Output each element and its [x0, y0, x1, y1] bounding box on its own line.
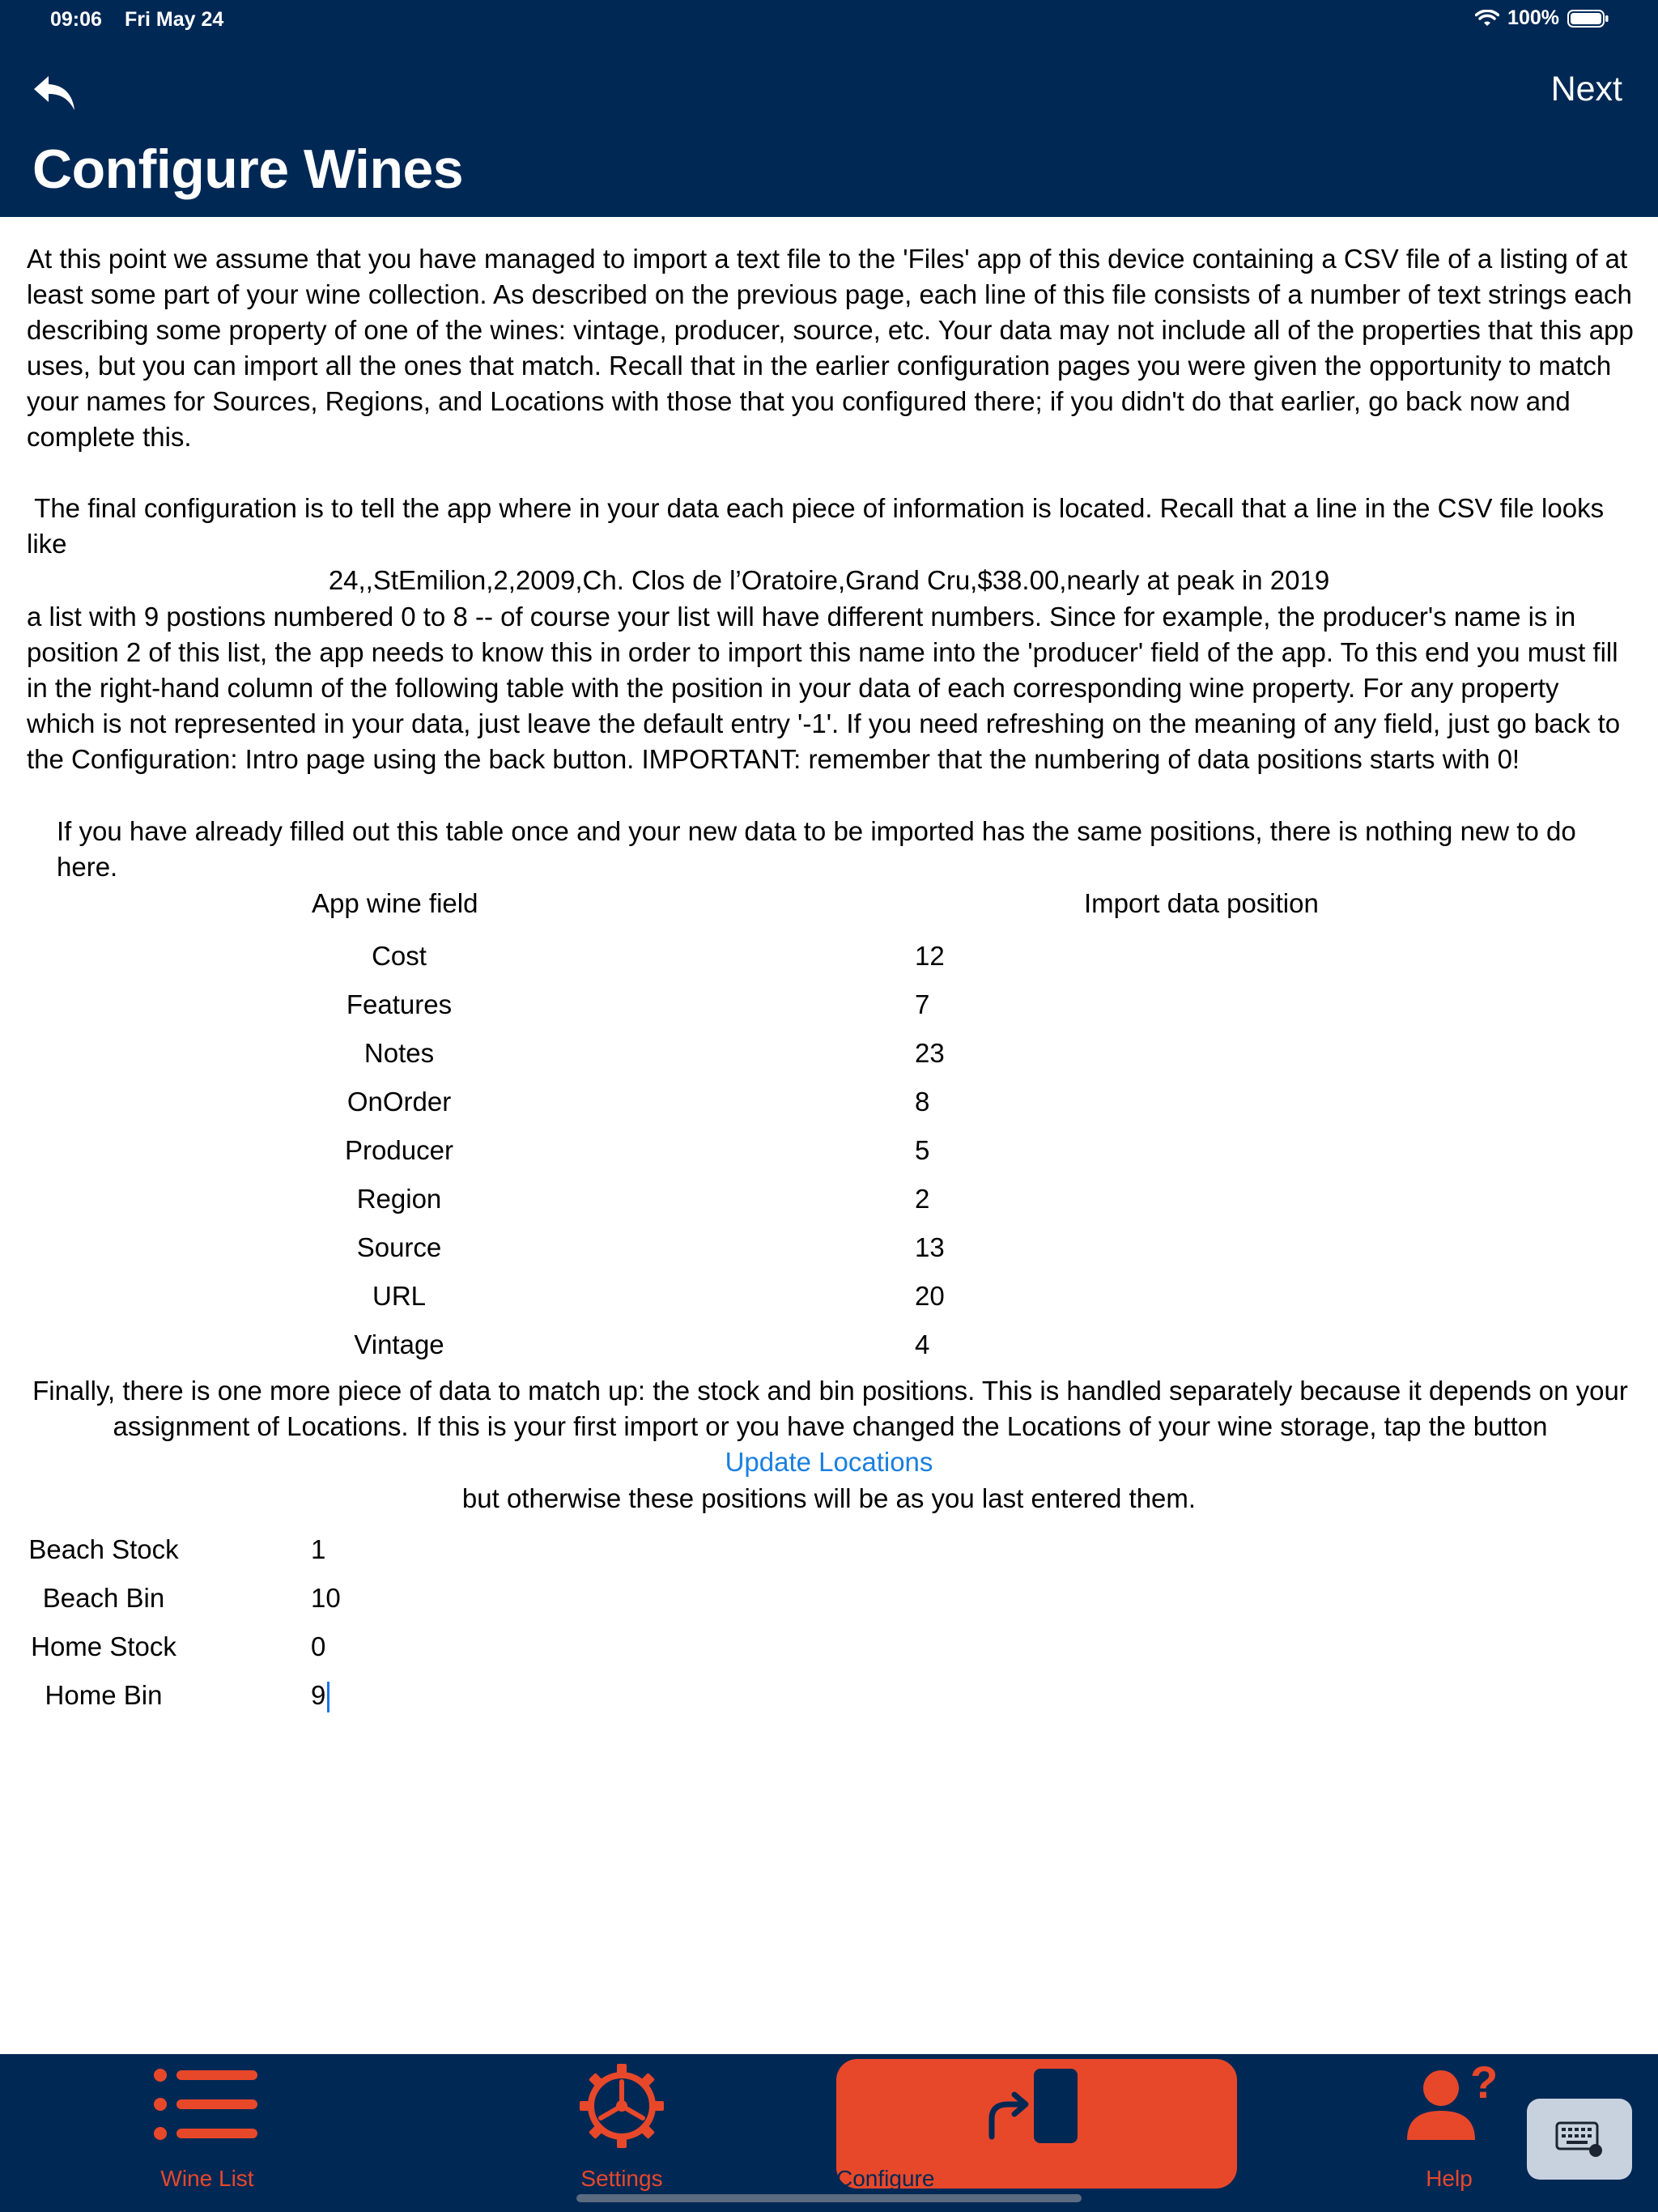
position-input-source[interactable]: 13 [915, 1232, 945, 1262]
intro-paragraph-2: The final configuration is to tell the app where in your data each piece of information is located. Recall that a line in the CSV file looks like [27, 493, 1612, 559]
help-icon [1401, 2061, 1514, 2145]
tab-label-help: Help [1426, 2166, 1473, 2191]
position-input-producer[interactable]: 5 [915, 1135, 930, 1165]
locations-paragraph: Finally, there is one more piece of data to match up: the stock and bin positions. This is handled separately because it depends on your assignment of Locations. If this is your first import or you have changed the Locations of your wine storage, tap the button [32, 1376, 1628, 1441]
field-label-source: Source [356, 1232, 442, 1262]
home-indicator [576, 2194, 1082, 2202]
page-title: Configure Wines [32, 138, 464, 200]
navigation-bar [0, 0, 1658, 217]
battery-icon [1567, 9, 1609, 28]
location-label-home-bin: Home Bin [45, 1680, 163, 1710]
tab-bar [0, 2054, 1658, 2212]
intro-paragraph-4: If you have already filled out this table once and your new data to be imported has the same positions, there is nothing new to do here. [57, 816, 1576, 882]
tab-help[interactable] [1368, 2054, 1530, 2212]
csv-example-line: 24,,StEmilion,2,2009,Ch. Clos de l’Oratoire,Grand Cru,$38.00,nearly at peak in 2019 [328, 565, 1330, 595]
configure-icon [984, 2065, 1089, 2146]
tab-settings[interactable] [541, 2054, 703, 2212]
position-input-notes[interactable]: 23 [915, 1038, 945, 1068]
tab-label-settings: Settings [580, 2166, 663, 2191]
field-label-vintage: Vintage [354, 1329, 444, 1359]
text-caret [327, 1682, 329, 1712]
position-input-region[interactable]: 2 [915, 1184, 930, 1214]
status-date: Fri May 24 [125, 8, 224, 31]
position-input-features[interactable]: 7 [915, 989, 930, 1019]
list-icon [151, 2064, 264, 2145]
back-arrow-icon[interactable] [31, 71, 79, 115]
intro-paragraph-3: a list with 9 postions numbered 0 to 8 -- of course your list will have different numbers. Since for example, the producer's name is in position 2 of this list, the app needs to know this in order to import this name into the 'producer' field of the app. To this end you must fill in the right-hand column of the following table with the position in your data of each corresponding wine property. For any property which is not represented in your data, just leave the default entry '-1'. If you need refreshing on the meaning of any field, just go back to the Configuration: Intro page using the back button. IMPORTANT: remember that the numbering of data positions starts with 0! [27, 602, 1621, 774]
column-header-position: Import data position [1084, 888, 1319, 918]
position-input-url[interactable]: 20 [915, 1281, 945, 1311]
next-button[interactable]: Next [1550, 70, 1622, 108]
location-input-beach-stock[interactable]: 1 [311, 1534, 326, 1564]
field-label-notes: Notes [363, 1038, 435, 1068]
wifi-icon [1475, 10, 1499, 28]
status-indicators [1475, 6, 1609, 30]
field-label-onorder: OnOrder [346, 1087, 452, 1117]
location-input-home-stock[interactable]: 0 [311, 1631, 326, 1661]
location-label-beach-stock: Beach Stock [28, 1534, 179, 1564]
column-header-field: App wine field [312, 888, 478, 918]
location-label-beach-bin: Beach Bin [42, 1583, 165, 1613]
location-label-home-stock: Home Stock [31, 1631, 176, 1661]
keyboard-toggle-button[interactable] [1527, 2099, 1632, 2180]
tab-label-configure: Configure [836, 2166, 935, 2191]
field-label-url: URL [372, 1281, 427, 1311]
update-locations-button[interactable]: Update Locations [725, 1447, 933, 1477]
field-label-region: Region [356, 1184, 442, 1214]
battery-percent: 100% [1507, 6, 1559, 29]
tab-wine-list[interactable] [126, 2054, 288, 2212]
gear-icon [580, 2064, 664, 2148]
home-bin-value: 9 [311, 1680, 326, 1710]
field-label-producer: Producer [345, 1135, 453, 1165]
location-input-beach-bin[interactable]: 10 [311, 1583, 341, 1613]
position-input-vintage[interactable]: 4 [915, 1329, 930, 1359]
status-time: 09:06 [50, 8, 102, 31]
intro-paragraph-1: At this point we assume that you have managed to import a text file to the 'Files' app of this device containing a CSV file of a listing of at least some part of your wine collection. As described on the previous page, each line of this file consists of a number of text strings each describing some property of one of the wines: vintage, producer, source, etc. Your data may not include all of the properties that this app uses, but you can import all the ones that match. Recall that in the earlier configuration pages you were given the opportunity to match your names for Sources, Regions, and Locations with those that you configured there; if you didn't do that earlier, go back now and complete this. [27, 244, 1634, 452]
position-input-onorder[interactable]: 8 [915, 1087, 930, 1117]
svg-text:?: ? [1470, 2061, 1499, 2108]
keyboard-icon [1555, 2121, 1604, 2157]
field-label-features: Features [346, 989, 453, 1019]
field-label-cost: Cost [372, 941, 427, 971]
tab-label-wine-list: Wine List [160, 2166, 254, 2191]
position-input-cost[interactable]: 12 [915, 941, 945, 971]
location-input-home-bin[interactable] [311, 1680, 329, 1712]
locations-after-text: but otherwise these positions will be as you last entered them. [461, 1483, 1197, 1513]
tab-configure[interactable] [836, 2059, 1237, 2189]
